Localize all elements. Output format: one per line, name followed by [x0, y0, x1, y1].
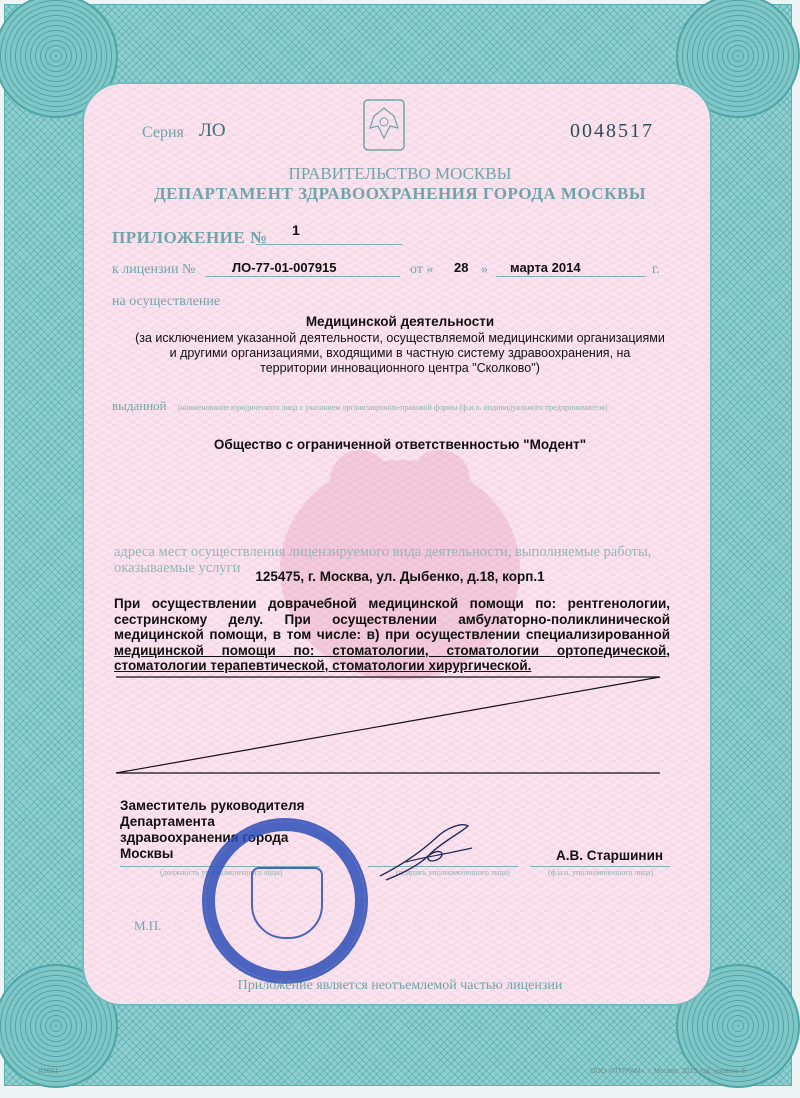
- activity-label: на осуществление: [112, 294, 221, 309]
- date-from-label: от «: [410, 262, 434, 277]
- series-value: ЛО: [199, 120, 226, 141]
- department-title: ДЕПАРТАМЕНТ ЗДРАВООХРАНЕНИЯ ГОРОДА МОСКВЫ: [153, 184, 647, 203]
- activity-line-3: территории инновационного центра "Сколково"): [260, 361, 540, 375]
- name-note: (ф.и.о. уполномоченного лица): [548, 868, 654, 877]
- issued-note: (наименование юридического лица с указанием организационно-правовой формы (ф.и.о. индивидуального предпринимателя): [178, 403, 608, 412]
- form-code: А2601: [38, 1068, 59, 1075]
- name-line: [530, 866, 670, 867]
- company-name: Общество с ограниченной ответственностью "Модент": [213, 437, 587, 452]
- activity-line-1: (за исключением указанной деятельности, осуществляемой медицинскими организациями: [135, 331, 665, 345]
- services-line-1: При осуществлении доврачебной медицинской помощи по: рентгенологии,: [114, 596, 670, 611]
- sign-note: (подпись уполномоченного лица): [396, 868, 510, 877]
- activity-title: Медицинской деятельности: [305, 314, 495, 329]
- official-seal: [202, 818, 368, 984]
- date-day: 28: [454, 260, 469, 275]
- date-month-year: марта 2014: [510, 260, 581, 275]
- license-prefix: к лицензии №: [112, 262, 196, 277]
- appendix-label: ПРИЛОЖЕНИЕ №: [112, 228, 268, 247]
- footer-note: Приложение является неотъемлемой частью лицензии: [237, 978, 563, 993]
- services-line-3: медицинской помощи, в том числе: в) при осуществлении специализированной: [114, 627, 670, 642]
- activity-line-2: и другими организациями, входящими в частную систему здравоохранения, на: [169, 346, 631, 360]
- signer-name: А.В. Старшинин: [556, 848, 664, 863]
- address-label-line-1: адреса мест осуществления лицензируемого вида деятельности, выполняемые работы,: [114, 544, 652, 560]
- appendix-number: 1: [292, 222, 300, 238]
- mp-label: М.П.: [134, 918, 162, 933]
- printer-note: ООО «ПТУРАМ», г. Москва, 2013 год, уровень Б: [590, 1068, 747, 1075]
- date-day-close: »: [481, 262, 488, 277]
- license-number: ЛО-77-01-007915: [232, 260, 337, 275]
- seal-emblem: [251, 867, 323, 939]
- address-value: 125475, г. Москва, ул. Дыбенко, д.18, корп.1: [255, 569, 545, 584]
- signer-position-line-4: Москвы: [120, 846, 174, 861]
- services-line-5: стоматологии терапевтической, стоматологии хирургической.: [114, 658, 532, 673]
- address-label-line-2: оказываемые услуги: [114, 560, 241, 576]
- issued-label: выданной: [112, 398, 167, 413]
- handwritten-signature: [376, 818, 476, 884]
- form-number: 0048517: [570, 120, 654, 142]
- year-suffix: г.: [652, 262, 660, 277]
- signer-position-line-1: Заместитель руководителя: [120, 798, 305, 813]
- services-line-2: сестринскому делу. При осуществлении амбулаторно-поликлинической: [114, 611, 670, 627]
- signer-position-line-2: Департамента: [120, 814, 215, 829]
- government-title: ПРАВИТЕЛЬСТВО МОСКВЫ: [288, 164, 512, 183]
- signer-position-line-3: здравоохранения города: [120, 830, 289, 845]
- series-label: Серия: [142, 124, 184, 141]
- services-line-4: медицинской помощи по: стоматологии, стоматологии ортопедической,: [114, 642, 670, 658]
- position-note: (должность уполномоченного лица): [160, 868, 283, 877]
